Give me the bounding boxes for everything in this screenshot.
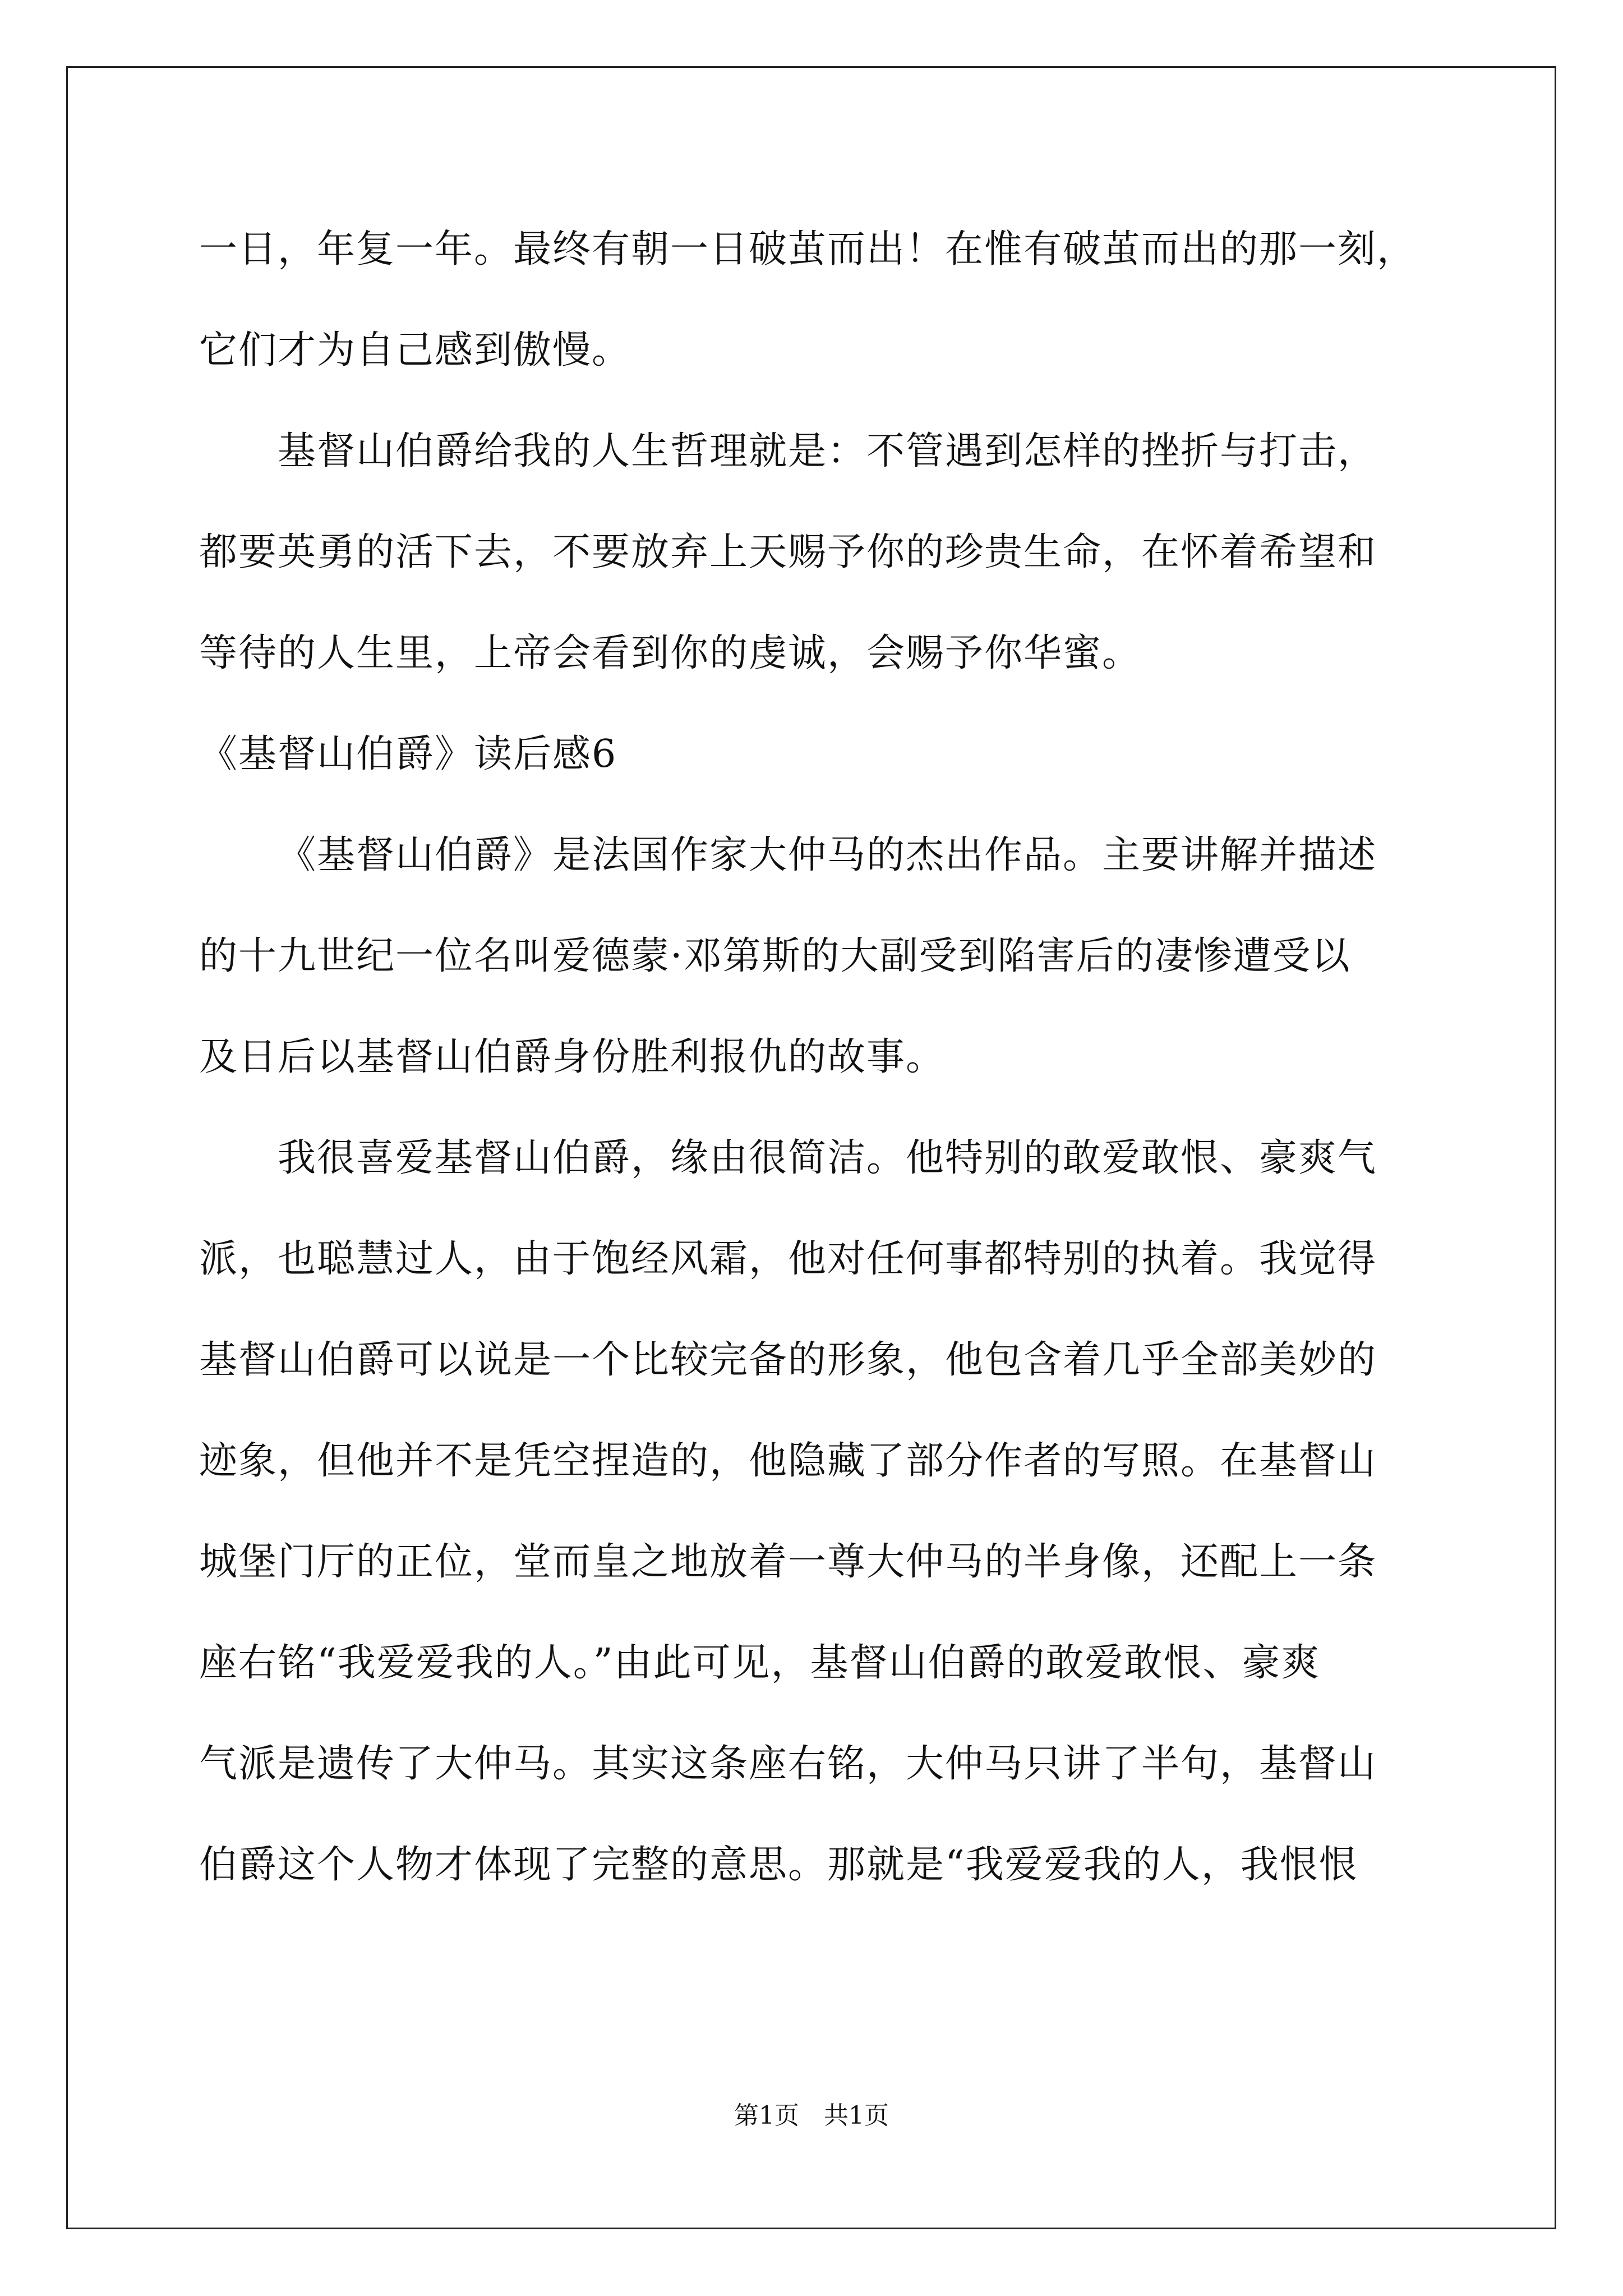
text-line: 城堡门厅的正位，堂而皇之地放着一尊大仲马的半身像，还配上一条: [199, 1540, 1377, 1584]
text-line: 的十九世纪一位名叫爱德蒙·邓第斯的大副受到陷害后的凄惨遭受以: [199, 934, 1351, 978]
page-number-footer: 第1页 共1页: [734, 2101, 889, 2130]
paragraph-first-line: 基督山伯爵给我的人生哲理就是：不管遇到怎样的挫折与打击，: [278, 429, 1377, 473]
text-line: 基督山伯爵可以说是一个比较完备的形象，他包含着几乎全部美妙的: [199, 1338, 1377, 1382]
document-body: [199, 199, 1433, 1916]
text-line: 它们才为自己感到傲慢。: [199, 328, 631, 372]
text-line: 都要英勇的活下去，不要放弃上天赐予你的珍贵生命，在怀着希望和: [199, 530, 1377, 574]
text-line: 迹象，但他并不是凭空捏造的，他隐藏了部分作者的写照。在基督山: [199, 1439, 1377, 1483]
text-line: 及日后以基督山伯爵身份胜利报仇的故事。: [199, 1035, 946, 1079]
text-line: 伯爵这个人物才体现了完整的意思。那就是“我爱爱我的人，我恨恨: [199, 1843, 1358, 1887]
text-line: 派，也聪慧过人，由于饱经风霜，他对任何事都特别的执着。我觉得: [199, 1237, 1377, 1281]
text-line: 等待的人生里，上帝会看到你的虔诚，会赐予你华蜜。: [199, 631, 1142, 675]
text-line: 一日，年复一年。最终有朝一日破茧而出！在惟有破茧而出的那一刻，: [199, 227, 1417, 272]
paragraph-first-line: 《基督山伯爵》是法国作家大仲马的杰出作品。主要讲解并描述: [278, 833, 1377, 877]
text-line: 气派是遗传了大仲马。其实这条座右铭，大仲马只讲了半句，基督山: [199, 1742, 1377, 1786]
paragraph-first-line: 我很喜爱基督山伯爵，缘由很简洁。他特别的敢爱敢恨、豪爽气: [278, 1136, 1377, 1180]
text-line: 座右铭“我爱爱我的人。”由此可见，基督山伯爵的敢爱敢恨、豪爽: [199, 1641, 1321, 1685]
section-heading: 《基督山伯爵》读后感6: [199, 732, 617, 776]
